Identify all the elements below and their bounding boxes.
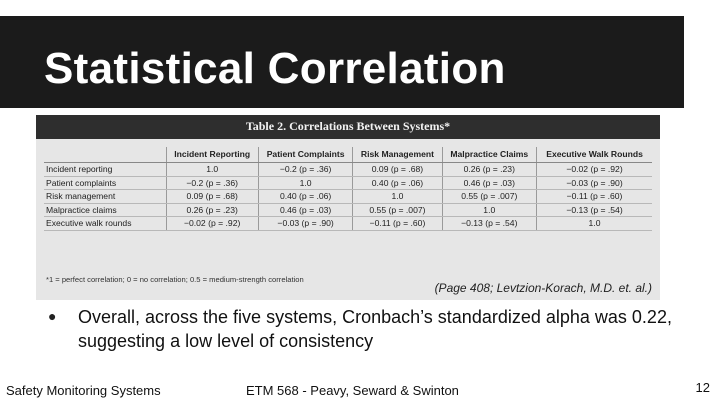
table-caption-bar — [36, 115, 660, 139]
column-header: Executive Walk Rounds — [537, 147, 652, 163]
table-cell: −0.2 (p = .36) — [258, 163, 353, 177]
footer-left-text: Safety Monitoring Systems — [6, 383, 161, 398]
table-cell: 0.46 (p = .03) — [442, 176, 537, 190]
table-row — [44, 217, 652, 231]
table-cell: −0.02 (p = .92) — [166, 217, 258, 231]
correlation-table-figure — [36, 115, 660, 300]
row-label: Patient complaints — [44, 176, 166, 190]
bullet-dot-icon: ● — [48, 308, 57, 324]
table-footnote: *1 = perfect correlation; 0 = no correlation; 0.5 = medium-strength correlation — [46, 275, 304, 284]
table-cell: −0.13 (p = .54) — [442, 217, 537, 231]
table-row — [44, 176, 652, 190]
table-cell: 0.09 (p = .68) — [353, 163, 442, 177]
row-label: Incident reporting — [44, 163, 166, 177]
row-label: Risk management — [44, 190, 166, 204]
table-cell: −0.03 (p = .90) — [537, 176, 652, 190]
footer-center-text: ETM 568 - Peavy, Seward & Swinton — [246, 383, 459, 398]
table-cell: 0.40 (p = .06) — [353, 176, 442, 190]
table-cell: 0.26 (p = .23) — [166, 203, 258, 217]
table-cell: 1.0 — [442, 203, 537, 217]
table-cell: 0.40 (p = .06) — [258, 190, 353, 204]
page-number: 12 — [695, 380, 710, 395]
column-header: Malpractice Claims — [442, 147, 537, 163]
table-header-row — [44, 147, 652, 163]
table-cell: 1.0 — [258, 176, 353, 190]
column-header: Patient Complaints — [258, 147, 353, 163]
table-cell: 1.0 — [166, 163, 258, 177]
table-cell: 1.0 — [353, 190, 442, 204]
table-row — [44, 203, 652, 217]
table-cell: 0.26 (p = .23) — [442, 163, 537, 177]
table-cell: 0.55 (p = .007) — [442, 190, 537, 204]
column-header: Risk Management — [353, 147, 442, 163]
table-cell: −0.2 (p = .36) — [166, 176, 258, 190]
table-cell: 0.09 (p = .68) — [166, 190, 258, 204]
column-header — [44, 147, 166, 163]
row-label: Malpractice claims — [44, 203, 166, 217]
table-row — [44, 163, 652, 177]
column-header: Incident Reporting — [166, 147, 258, 163]
bullet-point — [48, 305, 688, 353]
table-cell: −0.03 (p = .90) — [258, 217, 353, 231]
table-cell: −0.02 (p = .92) — [537, 163, 652, 177]
table-row — [44, 190, 652, 204]
table-caption: Table 2. Correlations Between Systems* — [245, 119, 451, 133]
table-cell: 1.0 — [537, 217, 652, 231]
table-citation: (Page 408; Levtzion-Korach, M.D. et. al.) — [434, 281, 652, 295]
table-cell: −0.11 (p = .60) — [537, 190, 652, 204]
table-cell: 0.46 (p = .03) — [258, 203, 353, 217]
table-cell: 0.55 (p = .007) — [353, 203, 442, 217]
table-cell: −0.11 (p = .60) — [353, 217, 442, 231]
row-label: Executive walk rounds — [44, 217, 166, 231]
correlation-table — [44, 147, 652, 231]
bullet-text: Overall, across the five systems, Cronbach’s standardized alpha was 0.22, suggesting a low level of consistency — [78, 307, 672, 351]
table-cell: −0.13 (p = .54) — [537, 203, 652, 217]
slide-title: Statistical Correlation — [44, 44, 506, 93]
